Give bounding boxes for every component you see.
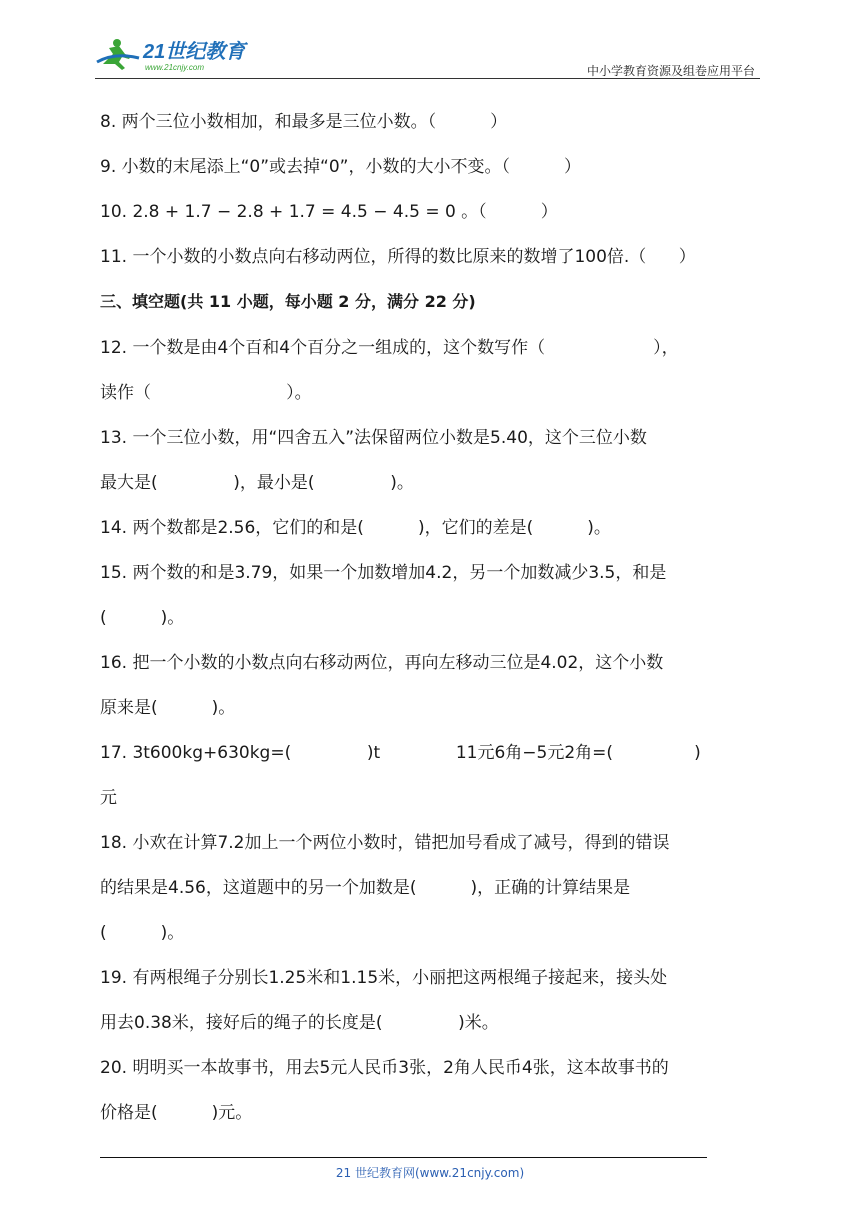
logo-text: 21世纪教育 [143, 41, 246, 63]
question-line: 15. 两个数的和是3.79，如果一个加数增加4.2，另一个加数减少3.5，和是 [100, 563, 667, 583]
section-heading: 三、填空题(共 11 小题，每小题 2 分，满分 22 分) [100, 292, 476, 311]
footer-divider [100, 1157, 707, 1158]
question-line: 元 [100, 788, 117, 808]
question-line: 20. 明明买一本故事书，用去5元人民币3张，2角人民币4张，这本故事书的 [100, 1058, 669, 1078]
page-header [95, 30, 760, 80]
site-tagline: 中小学教育资源及组卷应用平台 [586, 64, 755, 78]
header-divider [95, 78, 760, 79]
logo-url: www.21cnjy.com [145, 63, 204, 72]
question-line: 13. 一个三位小数，用“四舍五入”法保留两位小数是5.40，这个三位小数 [100, 428, 647, 448]
question-line: 价格是( )元。 [100, 1103, 253, 1123]
question-line: 用去0.38米，接好后的绳子的长度是( )米。 [100, 1013, 499, 1033]
question-line: ( )。 [100, 608, 185, 628]
question-line: 8. 两个三位小数相加，和最多是三位小数。（ ） [100, 112, 508, 132]
question-line: 原来是( )。 [100, 698, 236, 718]
question-line: 19. 有两根绳子分别长1.25米和1.15米，小丽把这两根绳子接起来，接头处 [100, 968, 668, 988]
question-line: 14. 两个数都是2.56，它们的和是( )，它们的差是( )。 [100, 518, 611, 538]
runner-icon [97, 39, 139, 70]
question-line: 12. 一个数是由4个百和4个百分之一组成的，这个数写作（ ）， [100, 338, 679, 358]
page-footer: 21 世纪教育网(www.21cnjy.com) [335, 1166, 525, 1180]
question-line: 读作（ ）。 [100, 383, 312, 403]
question-line: 18. 小欢在计算7.2加上一个两位小数时，错把加号看成了减号，得到的错误 [100, 833, 670, 853]
question-line: 10. 2.8 + 1.7 − 2.8 + 1.7 = 4.5 − 4.5 = 0 。（ ） [100, 202, 558, 222]
question-line: 16. 把一个小数的小数点向右移动两位，再向左移动三位是4.02，这个小数 [100, 653, 664, 673]
site-logo [95, 34, 265, 74]
question-line: ( )。 [100, 923, 185, 943]
question-line: 9. 小数的末尾添上“0”或去掉“0”，小数的大小不变。（ ） [100, 157, 582, 177]
question-line: 11. 一个小数的小数点向右移动两位，所得的数比原来的数增了100倍.（ ） [100, 247, 696, 267]
question-line: 的结果是4.56，这道题中的另一个加数是( )，正确的计算结果是 [100, 878, 631, 898]
question-line: 最大是( )，最小是( )。 [100, 473, 414, 493]
question-line: 17. 3t600kg+630kg=( )t 11元6角−5元2角=( ) [100, 743, 701, 763]
